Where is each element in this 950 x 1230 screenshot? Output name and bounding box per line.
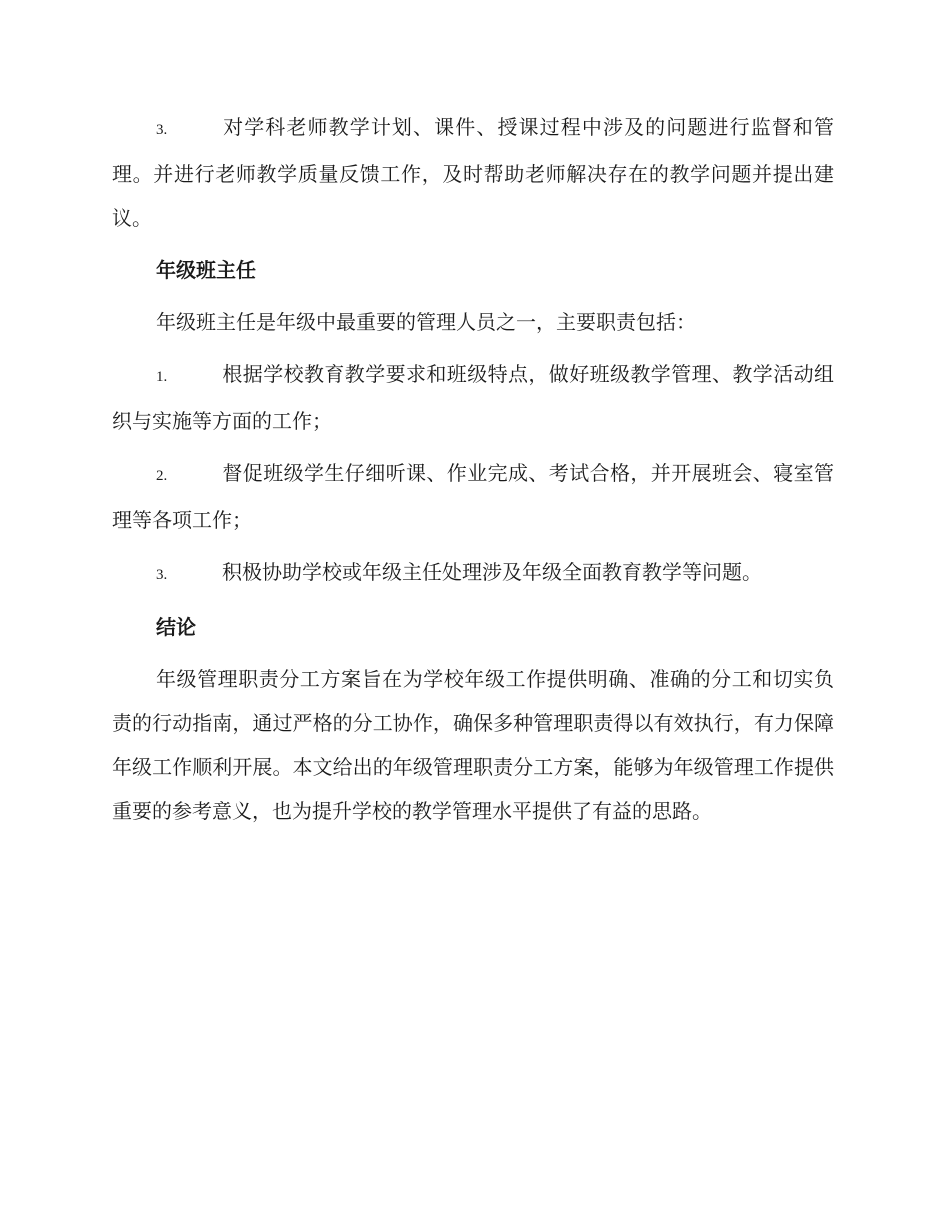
list-item bbox=[112, 105, 834, 240]
list-text: 根据学校教育教学要求和班级特点，做好班级教学管理、教学活动组织与实施等方面的工作； bbox=[112, 362, 834, 433]
list-item bbox=[112, 352, 834, 443]
section-heading: 结论 bbox=[156, 615, 196, 639]
list-text: 积极协助学校或年级主任处理涉及年级全面教育教学等问题。 bbox=[222, 560, 762, 584]
paragraph: 年级管理职责分工方案旨在为学校年级工作提供明确、准确的分工和切实负责的行动指南，通过严格的分工协作，确保多种管理职责得以有效执行，有力保障年级工作顺利开展。本文给出的年级管理职责分工方案，能够为年级管理工作提供重要的参考意义，也为提升学校的教学管理水平提供了有益的思路。 bbox=[112, 667, 834, 823]
document-page bbox=[112, 105, 834, 841]
list-number: 3. bbox=[156, 567, 168, 583]
paragraph: 年级班主任是年级中最重要的管理人员之一，主要职责包括： bbox=[156, 310, 696, 334]
list-item bbox=[112, 550, 834, 597]
list-number: 1. bbox=[156, 369, 168, 385]
list-item bbox=[112, 451, 834, 542]
list-text: 督促班级学生仔细听课、作业完成、考试合格，并开展班会、寝室管理等各项工作； bbox=[112, 461, 834, 532]
section-heading: 年级班主任 bbox=[156, 258, 256, 282]
list-number: 2. bbox=[156, 468, 168, 484]
list-number: 3. bbox=[156, 122, 168, 138]
list-text: 对学科老师教学计划、课件、授课过程中涉及的问题进行监督和管理。并进行老师教学质量反馈工作，及时帮助老师解决存在的教学问题并提出建议。 bbox=[112, 115, 834, 230]
